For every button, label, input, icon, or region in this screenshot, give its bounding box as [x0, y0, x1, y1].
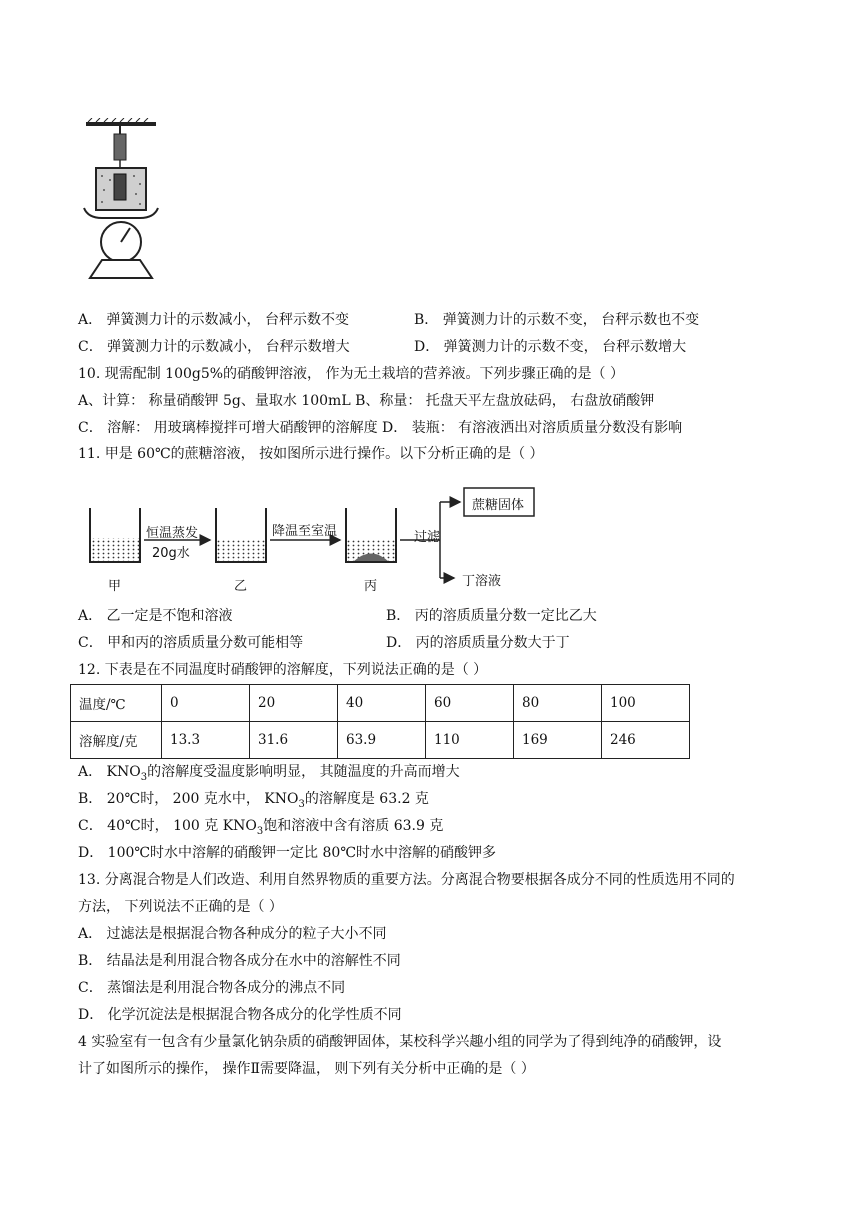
table-cell: 溶解度/克 — [71, 722, 162, 759]
solution-ding-label: 丁溶液 — [462, 574, 502, 589]
table-cell: 0 — [162, 685, 250, 722]
beaker-jia-label: 甲 — [108, 579, 122, 594]
table-cell: 110 — [426, 722, 514, 759]
beaker-bing-label: 丙 — [364, 579, 378, 594]
q13-option-a: A． 过滤法是根据混合物各种成分的粒子大小不同 — [78, 926, 387, 942]
q10-stem: 10. 现需配制 100g5%的硝酸钾溶液， 作为无土栽培的营养液。下列步骤正确的是（ ） — [78, 366, 624, 382]
q13-option-c: C． 蒸馏法是利用混合物各成分的沸点不同 — [78, 980, 346, 996]
q13-option-d: D． 化学沉淀法是根据混合物各成分的化学性质不同 — [78, 1007, 402, 1023]
table-cell: 60 — [426, 685, 514, 722]
q13-option-b: B． 结晶法是利用混合物各成分在水中的溶解性不同 — [78, 953, 401, 969]
step-filter-label: 过滤 — [414, 530, 441, 545]
q13-stem-line2: 方法， 下列说法不正确的是（ ） — [78, 899, 283, 915]
table-cell: 246 — [602, 722, 690, 759]
step-evaporate-label: 恒温蒸发 — [146, 526, 199, 541]
q11-option-b: B． 丙的溶质质量分数一定比乙大 — [386, 608, 597, 624]
q12-option-a: A． $KNO_3$的溶解度受温度影响明显， 其随温度的升高而增大 — [78, 764, 460, 783]
q9-option-b: B． 弹簧测力计的示数不变， 台秤示数也不变 — [414, 312, 700, 328]
solubility-table — [70, 684, 690, 759]
q12-option-c: C． 40℃时， 100 克 $KNO_3$饱和溶液中含有溶质 63.9 克 — [78, 818, 444, 837]
sugar-solid-label: 蔗糖固体 — [472, 498, 525, 513]
table-cell: 31.6 — [250, 722, 338, 759]
q11-option-c: C． 甲和丙的溶质质量分数可能相等 — [78, 635, 304, 651]
q11-stem: 11. 甲是 60℃的蔗糖溶液， 按如图所示进行操作。以下分析正确的是（ ） — [78, 446, 544, 462]
q12-stem: 12. 下表是在不同温度时硝酸钾的溶解度，下列说法正确的是（ ） — [78, 662, 488, 678]
table-cell: 40 — [338, 685, 426, 722]
q10-options-ab: A、计算： 称量硝酸钾 5g、量取水 100mL B、称量： 托盘天平左盘放砝码， 右盘放硝酸钾 — [78, 393, 655, 409]
q12-option-d: D． 100℃时水中溶解的硝酸钾一定比 80℃时水中溶解的硝酸钾多 — [78, 845, 496, 861]
q14-stem-line1: 4 实验室有一包含有少量氯化钠杂质的硝酸钾固体，某校科学兴趣小组的同学为了得到纯净的硝酸钾，设 — [78, 1034, 722, 1050]
q9-option-d: D． 弹簧测力计的示数不变， 台秤示数增大 — [414, 339, 687, 355]
q11-option-d: D． 丙的溶质质量分数大于丁 — [386, 635, 570, 651]
beaker-yi-label: 乙 — [234, 579, 248, 594]
q9-option-c: C． 弹簧测力计的示数减小， 台秤示数增大 — [78, 339, 350, 355]
q14-stem-line2: 计了如图所示的操作， 操作Ⅱ需要降温， 则下列有关分析中正确的是（ ） — [78, 1061, 535, 1077]
q13-stem-line1: 13. 分离混合物是人们改造、利用自然界物质的重要方法。分离混合物要根据各成分不同的性质选用不同的 — [78, 872, 735, 888]
table-cell: 温度/℃ — [71, 685, 162, 722]
q12-option-b: B． 20℃时， 200 克水中， $KNO_3$的溶解度是 63.2 克 — [78, 791, 429, 810]
spring-scale-apparatus-figure — [78, 118, 168, 288]
step-cool-label: 降温至室温 — [272, 524, 338, 539]
table-cell: 20 — [250, 685, 338, 722]
table-cell: 13.3 — [162, 722, 250, 759]
table-cell: 100 — [602, 685, 690, 722]
q9-option-a: A． 弹簧测力计的示数减小， 台秤示数不变 — [78, 312, 350, 328]
table-cell: 63.9 — [338, 722, 426, 759]
table-row-temperature — [71, 685, 690, 722]
table-row-solubility — [71, 722, 690, 759]
table-cell: 80 — [514, 685, 602, 722]
table-cell: 169 — [514, 722, 602, 759]
q11-option-a: A． 乙一定是不饱和溶液 — [78, 608, 233, 624]
step-evaporate-amount: 20g水 — [152, 546, 190, 561]
q10-options-cd: C． 溶解： 用玻璃棒搅拌可增大硝酸钾的溶解度 D． 装瓶： 有溶液洒出对溶质质量分数没有影响 — [78, 420, 683, 436]
